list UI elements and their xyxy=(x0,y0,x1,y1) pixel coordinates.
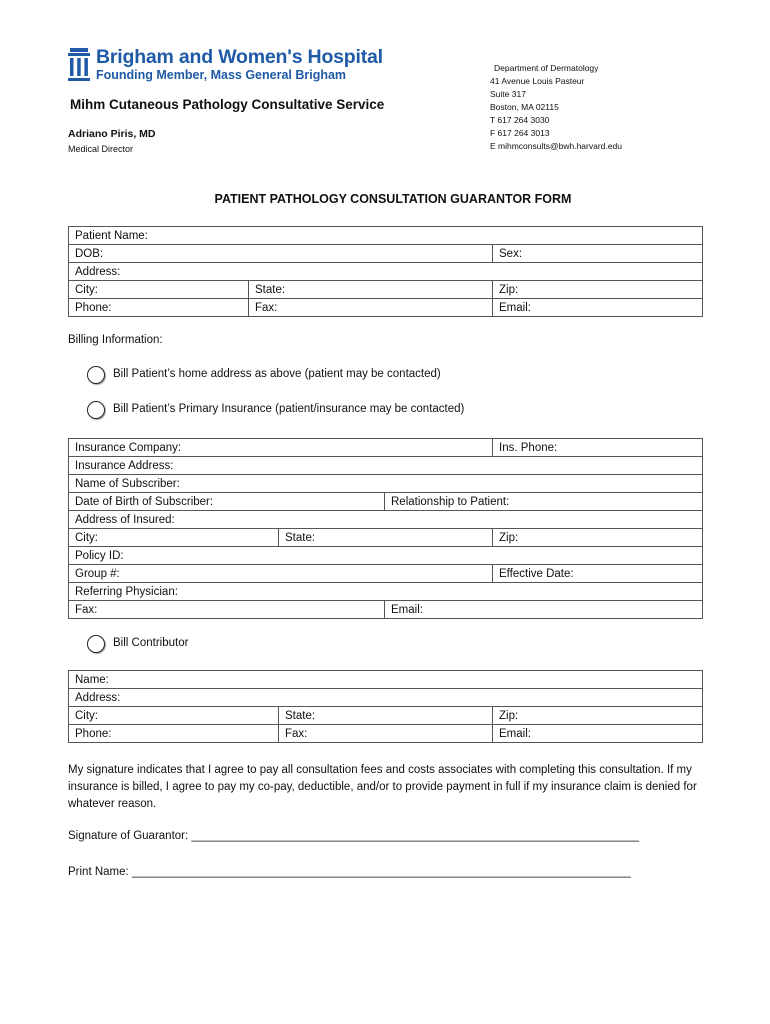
group-number-field[interactable]: Group #: xyxy=(69,565,493,583)
state-field[interactable]: State: xyxy=(249,281,493,299)
dob-field[interactable]: DOB: xyxy=(69,245,493,263)
address-line: F 617 264 3013 xyxy=(490,128,550,138)
billing-info-label: Billing Information: xyxy=(68,334,163,346)
contributor-name-field[interactable]: Name: xyxy=(69,671,703,689)
agreement-text: My signature indicates that I agree to pay all consultation fees and costs associates with completing this consultation. If my insurance is billed, I agree to pay my co-pay, deductible, and/or to provide payment in full if my insurance claim is denied for whatever reason. xyxy=(68,764,697,810)
contributor-address-field[interactable]: Address: xyxy=(69,689,703,707)
sex-field[interactable]: Sex: xyxy=(493,245,703,263)
print-name-line[interactable]: Print Name: ______________________________________________________________________________ xyxy=(68,866,631,878)
insured-address-field[interactable]: Address of Insured: xyxy=(69,511,703,529)
form-title: PATIENT PATHOLOGY CONSULTATION GUARANTOR FORM xyxy=(214,192,572,206)
doctor-role: Medical Director xyxy=(68,144,134,154)
relationship-field[interactable]: Relationship to Patient: xyxy=(385,493,703,511)
contributor-zip-field[interactable]: Zip: xyxy=(493,707,703,725)
subscriber-name-field[interactable]: Name of Subscriber: xyxy=(69,475,703,493)
bill-home-radio[interactable] xyxy=(87,366,105,384)
phone-field[interactable]: Phone: xyxy=(69,299,249,317)
contributor-phone-field[interactable]: Phone: xyxy=(69,725,279,743)
policy-id-field[interactable]: Policy ID: xyxy=(69,547,703,565)
logo-title: Brigham and Women's Hospital xyxy=(96,46,383,68)
address-line: Suite 317 xyxy=(490,89,526,99)
contributor-info-table xyxy=(68,670,703,743)
insurance-company-field[interactable]: Insurance Company: xyxy=(69,439,493,457)
address-line: E mihmconsults@bwh.harvard.edu xyxy=(490,141,622,151)
contributor-email-field[interactable]: Email: xyxy=(493,725,703,743)
zip-field[interactable]: Zip: xyxy=(493,281,703,299)
contributor-city-field[interactable]: City: xyxy=(69,707,279,725)
address-line: 41 Avenue Louis Pasteur xyxy=(490,76,585,86)
effective-date-field[interactable]: Effective Date: xyxy=(493,565,703,583)
email-field[interactable]: Email: xyxy=(493,299,703,317)
address-line: Boston, MA 02115 xyxy=(490,102,559,112)
logo-subtitle: Founding Member, Mass General Brigham xyxy=(96,68,347,82)
contributor-state-field[interactable]: State: xyxy=(279,707,493,725)
insured-zip-field[interactable]: Zip: xyxy=(493,529,703,547)
service-name: Mihm Cutaneous Pathology Consultative Service xyxy=(70,97,385,112)
department-address xyxy=(490,62,622,153)
city-field[interactable]: City: xyxy=(69,281,249,299)
signature-line[interactable]: Signature of Guarantor: ______________________________________________________________________ xyxy=(68,830,640,842)
insurance-info-table xyxy=(68,438,703,619)
insured-state-field[interactable]: State: xyxy=(279,529,493,547)
fax-field[interactable]: Fax: xyxy=(249,299,493,317)
address-line: Department of Dermatology xyxy=(494,63,599,73)
bill-contributor-radio[interactable] xyxy=(87,635,105,653)
bill-insurance-radio[interactable] xyxy=(87,401,105,419)
insured-city-field[interactable]: City: xyxy=(69,529,279,547)
bill-contributor-label: Bill Contributor xyxy=(113,637,189,649)
hospital-logo-icon xyxy=(68,48,90,82)
referring-physician-field[interactable]: Referring Physician: xyxy=(69,583,703,601)
subscriber-dob-field[interactable]: Date of Birth of Subscriber: xyxy=(69,493,385,511)
contributor-fax-field[interactable]: Fax: xyxy=(279,725,493,743)
address-line: T 617 264 3030 xyxy=(490,115,550,125)
bill-insurance-label: Bill Patient’s Primary Insurance (patient/insurance may be contacted) xyxy=(113,403,465,415)
patient-info-table xyxy=(68,226,703,317)
address-field[interactable]: Address: xyxy=(69,263,703,281)
patient-name-field[interactable]: Patient Name: xyxy=(69,227,703,245)
insurance-address-field[interactable]: Insurance Address: xyxy=(69,457,703,475)
doctor-name: Adriano Piris, MD xyxy=(68,128,156,140)
referring-email-field[interactable]: Email: xyxy=(385,601,703,619)
ins-phone-field[interactable]: Ins. Phone: xyxy=(493,439,703,457)
bill-home-label: Bill Patient’s home address as above (patient may be contacted) xyxy=(113,368,441,380)
referring-fax-field[interactable]: Fax: xyxy=(69,601,385,619)
